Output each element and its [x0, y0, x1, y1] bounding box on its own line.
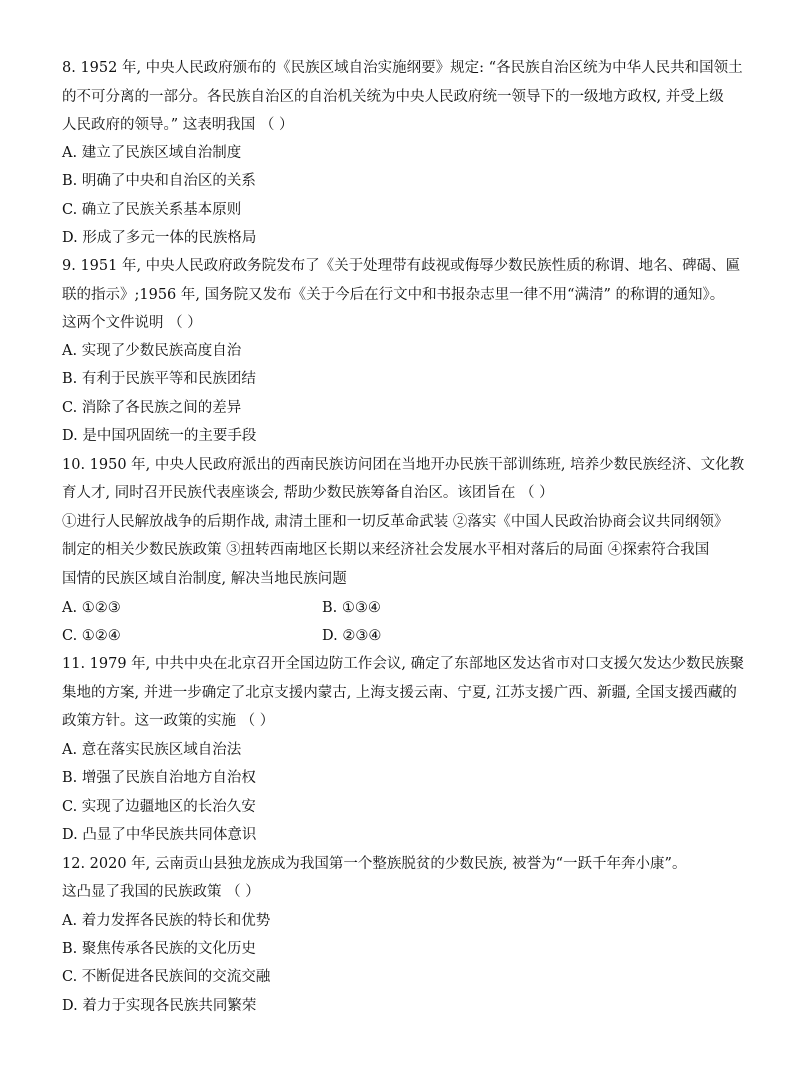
question-8-line-2: 的不可分离的一部分。各民族自治区的自治机关统为中央人民政府统一领导下的一级地方政权, 并受上级	[62, 89, 724, 105]
question-9-option-a: A. 实现了少数民族高度自治	[62, 343, 242, 359]
question-8-line-3: 人民政府的领导。” 这表明我国 （ ）	[62, 117, 294, 133]
question-10-line-3: ①进行人民解放战争的后期作战, 肃清土匪和一切反革命武装 ②落实《中国人民政治协商会议共同纲领》	[62, 514, 729, 530]
question-9-line-2: 联的指示》;1956 年, 国务院又发布《关于今后在行文中和书报杂志里一律不用“满清” 的称谓的通知》。	[62, 287, 725, 303]
question-11-option-c: C. 实现了边疆地区的长治久安	[62, 799, 256, 815]
question-8-line-1: 8. 1952 年, 中央人民政府颁布的《民族区域自治实施纲要》规定: “各民族自治区统为中华人民共和国领土	[62, 60, 743, 76]
question-11-line-3: 政策方针。这一政策的实施 （ ）	[62, 713, 275, 729]
question-10-line-2: 育人才, 同时召开民族代表座谈会, 帮助少数民族筹备自治区。该团旨在 （ ）	[62, 485, 554, 501]
question-9-option-d: D. 是中国巩固统一的主要手段	[62, 428, 257, 444]
question-12-line-1: 12. 2020 年, 云南贡山县独龙族成为我国第一个整族脱贫的少数民族, 被誉为“一跃千年奔小康”。	[62, 856, 687, 872]
question-12-line-2: 这凸显了我国的民族政策 （ ）	[62, 884, 260, 900]
question-11-line-2: 集地的方案, 并进一步确定了北京支援内蒙古, 上海支援云南、宁夏, 江苏支援广西、新疆, 全国支援西藏的	[62, 685, 737, 701]
question-11-option-b: B. 增强了民族自治地方自治权	[62, 770, 256, 786]
question-10-option-a: A. ①②③	[62, 600, 121, 616]
question-10-line-1: 10. 1950 年, 中央人民政府派出的西南民族访问团在当地开办民族干部训练班, 培养少数民族经济、文化教	[62, 457, 745, 473]
question-10-option-c: C. ①②④	[62, 628, 121, 644]
question-12-option-a: A. 着力发挥各民族的特长和优势	[62, 913, 271, 929]
question-9-option-c: C. 消除了各民族之间的差异	[62, 400, 242, 416]
question-11-option-d: D. 凸显了中华民族共同体意识	[62, 827, 257, 843]
question-9-option-b: B. 有利于民族平等和民族团结	[62, 371, 256, 387]
question-12-option-d: D. 着力于实现各民族共同繁荣	[62, 998, 257, 1014]
question-8-option-c: C. 确立了民族关系基本原则	[62, 202, 242, 218]
question-10-line-5: 国情的民族区域自治制度, 解决当地民族问题	[62, 571, 347, 587]
question-9-line-1: 9. 1951 年, 中央人民政府政务院发布了《关于处理带有歧视或侮辱少数民族性质的称谓、地名、碑碣、匾	[62, 258, 741, 274]
question-10-option-b: B. ①③④	[322, 600, 381, 616]
question-11-line-1: 11. 1979 年, 中共中央在北京召开全国边防工作会议, 确定了东部地区发达省市对口支援欠发达少数民族聚	[62, 656, 745, 672]
question-8-option-a: A. 建立了民族区域自治制度	[62, 145, 242, 161]
question-11-option-a: A. 意在落实民族区域自治法	[62, 742, 242, 758]
question-10-line-4: 制定的相关少数民族政策 ③扭转西南地区长期以来经济社会发展水平相对落后的局面 ④探索符合我国	[62, 542, 710, 558]
question-8-option-d: D. 形成了多元一体的民族格局	[62, 230, 257, 246]
question-12-option-b: B. 聚焦传承各民族的文化历史	[62, 941, 256, 957]
question-8-option-b: B. 明确了中央和自治区的关系	[62, 173, 256, 189]
question-10-option-d: D. ②③④	[322, 628, 382, 644]
question-12-option-c: C. 不断促进各民族间的交流交融	[62, 969, 271, 985]
question-9-line-3: 这两个文件说明 （ ）	[62, 315, 202, 331]
